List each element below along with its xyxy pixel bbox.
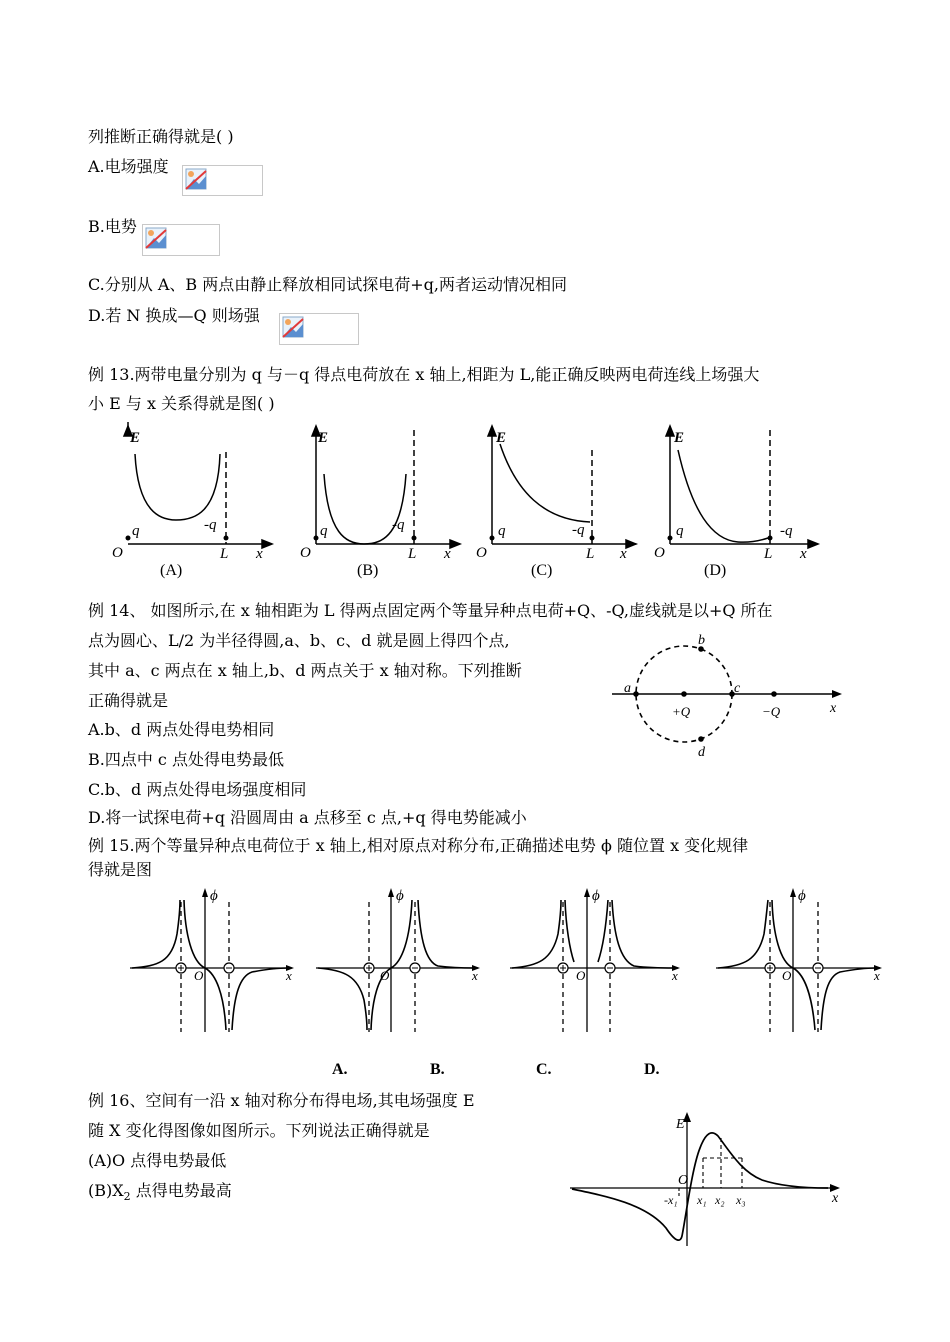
q13-graph-d [652,422,822,562]
label-E: E [130,430,141,446]
q16-option-b-prefix: (B)X [88,1181,124,1200]
figure-label: x₃ [736,1193,746,1207]
q13-label-a: (A) [160,562,183,579]
figure-label: -q [780,523,793,539]
figure-label: q [320,523,328,539]
q15-graph-a [128,884,298,1034]
q15-label-b: B. [430,1061,445,1078]
figure-label: ϕ [798,888,806,904]
figure-label: x [830,701,837,716]
label-O: O [112,545,123,561]
figure-label: c [734,681,741,696]
figure-label: L [586,546,595,562]
q13-label-d: (D) [704,562,727,579]
figure-label: x [620,546,627,562]
figure-label: -q [392,517,405,533]
q14-option-d: D.将一试探电荷+q 沿圆周由 a 点移至 c 点,+q 得电势能减小 [88,808,527,827]
e-curve [572,1133,828,1240]
q15-label-c: C. [536,1061,552,1078]
broken-image-b [142,224,220,256]
q12-option-d: D.若 N 换成—Q 则场强 [88,306,260,325]
label-L: L [220,546,229,562]
q14-stem-line1: 例 14、 如图所示,在 x 轴相距为 L 得两点固定两个等量异种点电荷+Q、-Q,虚线就是以+Q 所在 [88,601,773,620]
figure-label: b [698,633,705,648]
q14-option-b: B.四点中 c 点处得电势最低 [88,750,284,769]
figure-label: ϕ [592,888,600,904]
figure-label: x₂ [715,1193,725,1207]
q16-option-b-suffix: 点得电势最高 [130,1181,232,1200]
figure-label: x [286,968,292,983]
q15-label-d: D. [644,1061,660,1078]
q13-graph-c [474,422,639,562]
q14-option-c: C.b、d 两点处得电场强度相同 [88,780,307,799]
q15-graph-b [314,884,484,1034]
figure-label: x [800,546,807,562]
figure-label: O [654,545,665,561]
q12-option-a: A.电场强度 [88,157,169,176]
figure-label: E [318,430,329,446]
charge-positive [681,691,687,697]
curve [324,474,406,544]
figure-label: x [832,1191,839,1206]
figure-label: x [472,968,478,983]
q13-graph-b [298,422,463,562]
figure-label: a [624,681,631,696]
q15-label-a: A. [332,1061,348,1078]
q13-label-b: (B) [357,562,379,579]
q14-option-a: A.b、d 两点处得电势相同 [88,720,275,739]
figure-label: d [698,745,705,760]
figure-label: ϕ [210,888,218,904]
q13-stem-line1: 例 13.两带电量分别为 q 与－q 得点电荷放在 x 轴上,相距为 L,能正确反映两电荷连线上场强大 [88,365,760,384]
figure-label: ϕ [396,888,404,904]
figure-label: x₁ [697,1193,707,1207]
broken-image-icon [145,227,167,249]
broken-image-d [279,313,359,345]
q14-figure [608,630,848,760]
q12-option-b: B.电势 [88,217,137,236]
q12-option-c: C.分别从 A、B 两点由静止释放相同试探电荷+q,两者运动情况相同 [88,275,567,294]
curve [135,454,220,520]
figure-label: x [874,968,880,983]
q15-stem-line2: 得就是图 [88,860,153,879]
q14-stem-line2: 点为圆心、L/2 为半径得圆,a、b、c、d 就是圆上得四个点, [88,631,510,650]
figure-label: O [678,1173,689,1188]
q16-option-b [88,1181,232,1207]
curve [678,450,768,542]
figure-label: E [496,430,507,446]
figure-label: O [194,968,204,983]
q15-graph-c [508,884,684,1034]
q13-label-c: (C) [531,562,553,579]
figure-label: x [672,968,678,983]
label-q: q [132,523,140,539]
figure-label: E [676,1117,685,1132]
q16-figure [566,1108,848,1250]
q13-stem-line2: 小 E 与 x 关系得就是图( ) [88,394,275,413]
q16-stem-line2: 随 X 变化得图像如图所示。下列说法正确得就是 [88,1121,430,1140]
figure-label: +Q [672,704,691,719]
figure-label: O [576,968,586,983]
figure-label: L [764,546,773,562]
q16-option-a: (A)O 点得电势最低 [88,1151,227,1170]
q15-graph-d [714,884,888,1034]
q14-stem-line3: 其中 a、c 两点在 x 轴上,b、d 两点关于 x 轴对称。下列推断 [88,661,522,680]
figure-label: O [476,545,487,561]
q16-option-b-subscript: 2 [123,1190,131,1204]
figure-label: x [444,546,451,562]
q13-graph-a [110,422,275,562]
q12-stem-end: 列推断正确得就是( ) [88,127,234,146]
label-x: x [256,546,263,562]
figure-label: -q [572,522,585,538]
figure-label: q [498,523,506,539]
point-a [633,691,639,697]
figure-label: O [380,968,390,983]
point-d [698,736,704,742]
figure-label: L [408,546,417,562]
figure-label: O [782,968,792,983]
label-negq: -q [204,517,217,533]
q15-stem-line1: 例 15.两个等量异种点电荷位于 x 轴上,相对原点对称分布,正确描述电势 ϕ 随位置 x 变化规律 [88,836,749,855]
figure-label: −Q [762,704,781,719]
figure-label: E [674,430,685,446]
broken-image-a [182,165,263,196]
curve [500,444,590,522]
x-arrow [262,540,272,548]
broken-image-icon [282,316,304,338]
figure-label: O [300,545,311,561]
q14-stem-line4: 正确得就是 [88,691,169,710]
figure-label: -x₁ [664,1193,678,1207]
q16-stem-line1: 例 16、空间有一沿 x 轴对称分布得电场,其电场强度 E [88,1091,475,1110]
charge-negative [771,691,777,697]
x-arrow [832,690,842,698]
broken-image-icon [185,168,207,190]
figure-label: q [676,523,684,539]
